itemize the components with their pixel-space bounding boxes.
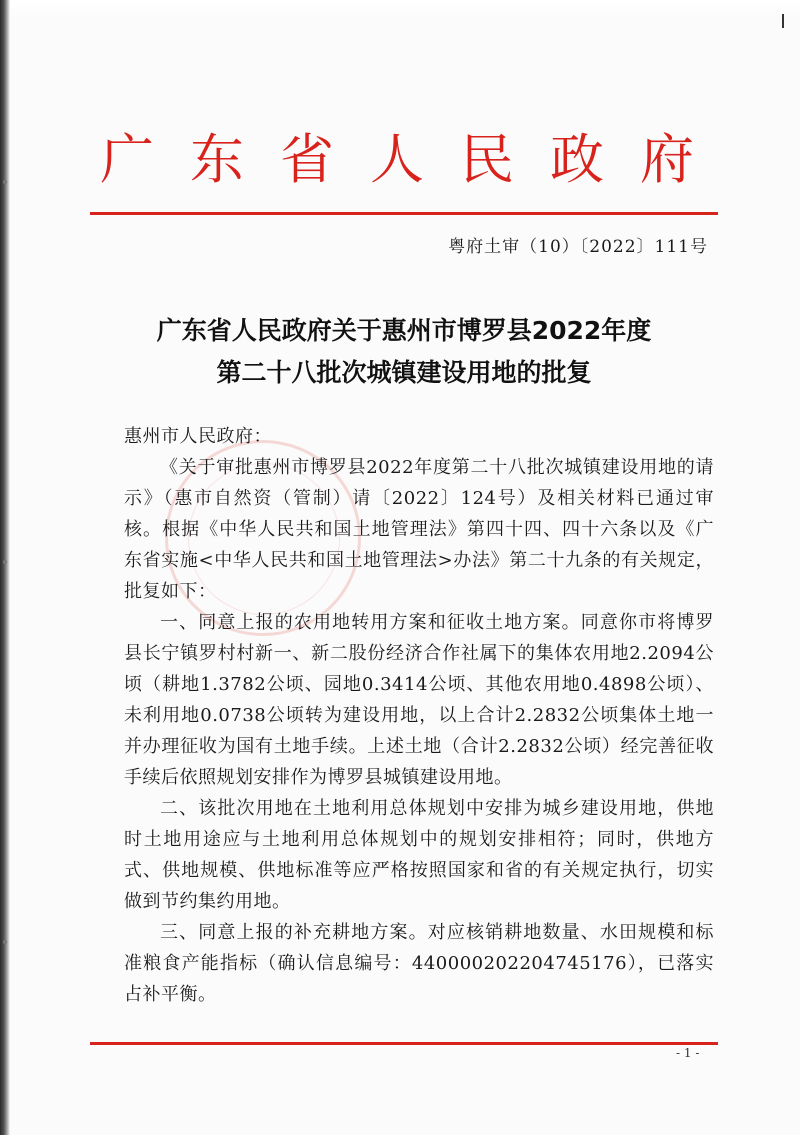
document-title-line-2: 第二十八批次城镇建设用地的批复: [216, 358, 592, 387]
salutation: 惠州市人民政府：: [124, 426, 272, 447]
scan-corner-mark: [782, 14, 784, 28]
page-number: - 1 -: [676, 1046, 700, 1060]
scan-left-edge: [0, 0, 10, 1135]
document-title: [90, 310, 718, 394]
binding-hole: [3, 940, 7, 944]
body-paragraph-item-3: 三、同意上报的补充耕地方案。对应核销耕地数量、水田规模和标准粮食产能指标（确认信息编号：440000202204745176），已落实占补平衡。: [124, 922, 714, 1005]
footer-red-rule: [90, 1042, 718, 1045]
document-title-line-1: 广东省人民政府关于惠州市博罗县2022年度: [156, 316, 652, 345]
binding-hole: [3, 180, 7, 184]
issuer-header-title: 广东省人民政府: [100, 128, 730, 191]
body-paragraph-item-2: 二、该批次用地在土地利用总体规划中安排为城乡建设用地，供地时土地用途应与土地利用总体规划中的规划安排相符；同时，供地方式、供地规模、供地标准等应严格按照国家和省的有关规定执行，切实做到节约集约用地。: [124, 798, 714, 912]
body-paragraph-request: 《关于审批惠州市博罗县2022年度第二十八批次城镇建设用地的请示》（惠市自然资（管制）请〔2022〕124号）及相关材料已通过审核。根据《中华人民共和国土地管理法》第四十四、四十六条以及《广东省实施<中华人民共和国土地管理法>办法》第二十九条的有关规定，批复如下：: [124, 457, 714, 602]
scan-top-shade: [0, 0, 800, 18]
document-body: [124, 421, 714, 1010]
body-paragraph-item-1: 一、同意上报的农用地转用方案和征收土地方案。同意你市将博罗县长宁镇罗村村新一、新二股份经济合作社属下的集体农用地2.2094公顷（耕地1.3782公顷、园地0.3414公顷、其他农用地0.4898公顷）、未利用地0.0738公顷转为建设用地，以上合计2.2832公顷集体土地一并办理征收为国有土地手续。上述土地（合计2.2832公顷）经完善征收手续后依照规划安排作为博罗县城镇建设用地。: [124, 612, 714, 788]
header-red-rule: [90, 212, 718, 215]
document-number: 粤府土审（10）〔2022〕111号: [448, 237, 708, 257]
binding-hole: [3, 560, 7, 564]
